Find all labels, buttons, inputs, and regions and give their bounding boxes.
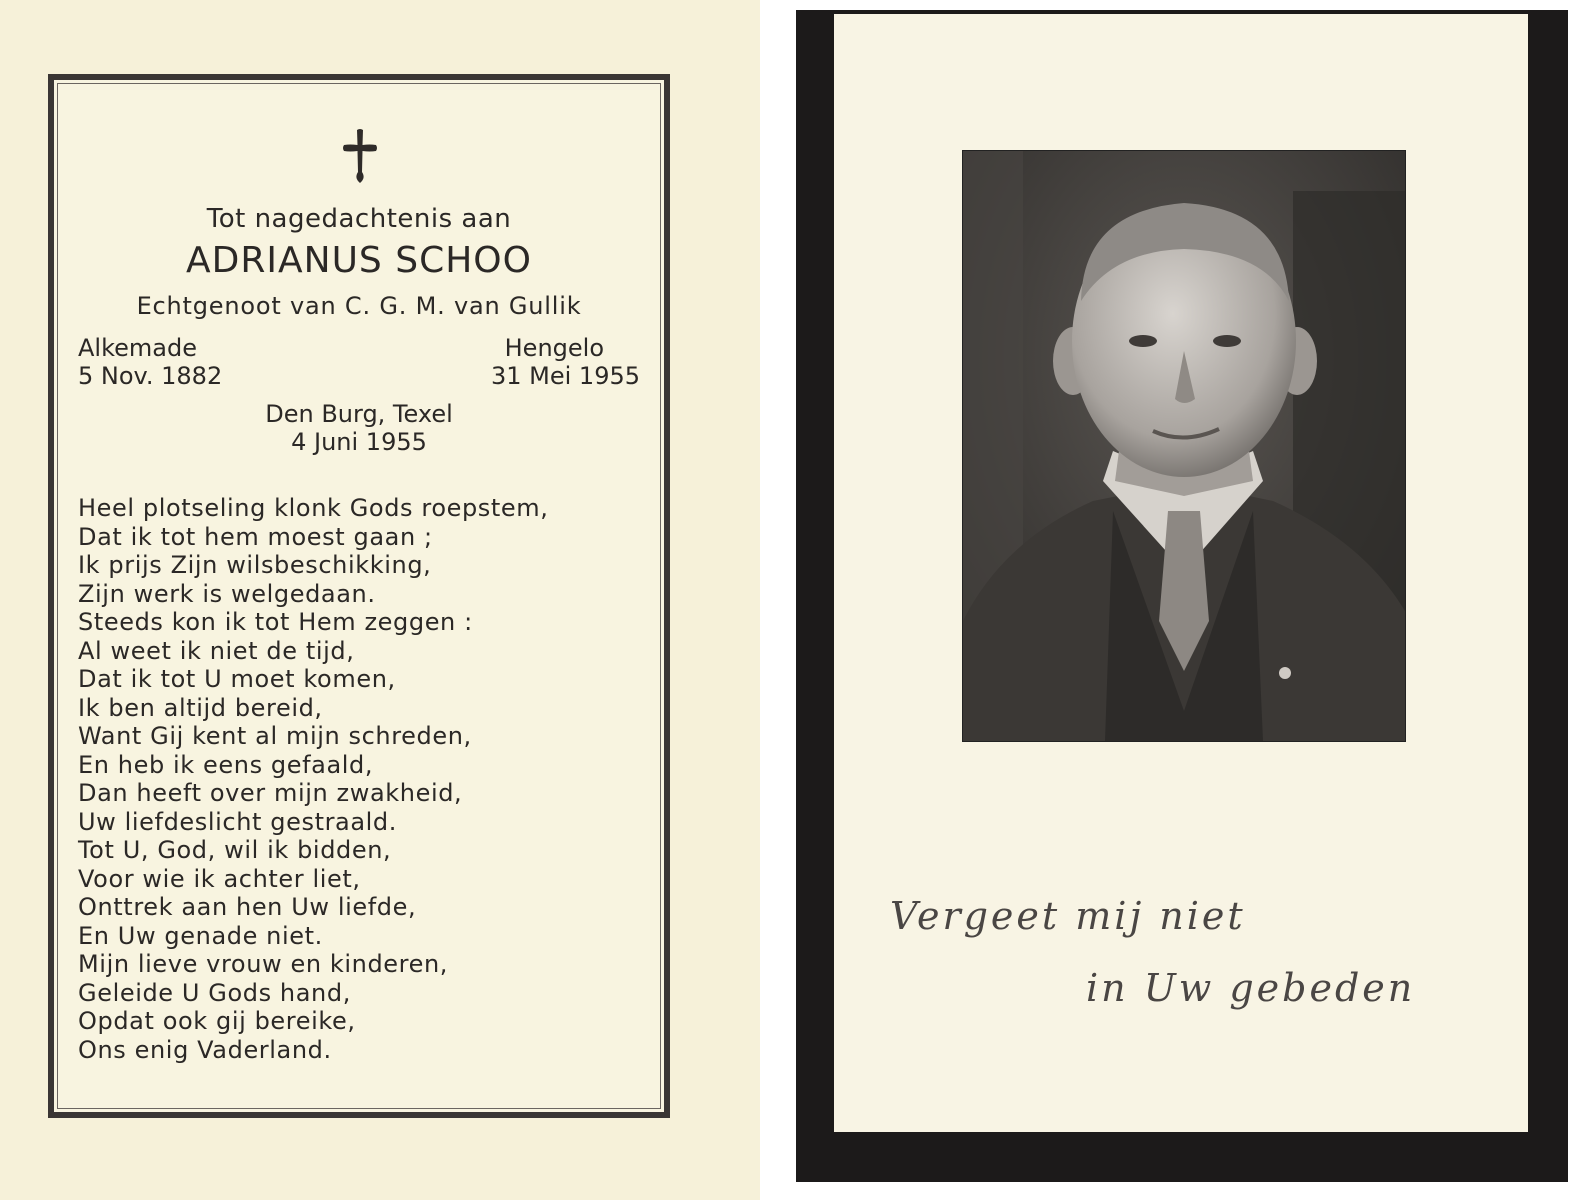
poem-line: Mijn lieve vrouw en kinderen, <box>78 950 449 978</box>
card-inner-panel <box>834 14 1528 1132</box>
birth-date: 5 Nov. 1882 <box>78 362 223 390</box>
spouse-line: Echtgenoot van C. G. M. van Gullik <box>136 292 582 320</box>
motto-line-1: Vergeet mij niet <box>890 894 1246 938</box>
poem-line: Dan heeft over mijn zwakheid, <box>78 779 463 807</box>
poem-line: Geleide U Gods hand, <box>78 978 351 1007</box>
poem-line: Voor wie ik achter liet, <box>78 864 361 893</box>
memorial-card-photo-side <box>796 10 1568 1182</box>
portrait-photo <box>962 150 1406 742</box>
poem-line: Dat ik tot hem moest gaan ; <box>78 522 433 551</box>
birth-place: Alkemade <box>78 334 197 362</box>
poem-line: Onttrek aan hen Uw liefde, <box>78 893 417 921</box>
poem-line: En Uw genade niet. <box>78 921 323 950</box>
deceased-name: ADRIANUS SCHOO <box>186 240 532 281</box>
memorial-intro: Tot nagedachtenis aan <box>206 204 512 234</box>
poem-line: Steeds kon ik tot Hem zeggen : <box>78 608 473 636</box>
portrait-illustration <box>963 151 1405 741</box>
poem-line: Uw liefdeslicht gestraald. <box>78 807 397 836</box>
poem-line: Opdat ook gij bereike, <box>78 1007 356 1035</box>
burial-date: 4 Juni 1955 <box>291 428 427 456</box>
cross-icon <box>340 128 380 184</box>
poem-line: Tot U, God, wil ik bidden, <box>78 836 392 864</box>
burial-place: Den Burg, Texel <box>265 400 453 428</box>
motto-line-2: in Uw gebeden <box>1086 966 1416 1010</box>
death-date: 31 Mei 1955 <box>490 362 640 390</box>
poem-line: Ik prijs Zijn wilsbeschikking, <box>78 551 432 579</box>
poem-line: Ik ben altijd bereid, <box>78 693 323 722</box>
poem-line: Want Gij kent al mijn schreden, <box>78 722 472 750</box>
death-place: Hengelo <box>504 334 604 362</box>
poem-line: En heb ik eens gefaald, <box>78 750 374 779</box>
poem-line: Al weet ik niet de tijd, <box>78 636 355 665</box>
card-border-frame <box>48 74 670 1118</box>
poem-line: Heel plotseling klonk Gods roepstem, <box>78 494 549 522</box>
poem-line: Ons enig Vaderland. <box>78 1035 332 1064</box>
memorial-poem <box>78 494 549 1064</box>
memorial-card-text-side <box>0 0 760 1200</box>
poem-line: Zijn werk is welgedaan. <box>78 579 376 608</box>
poem-line: Dat ik tot U moet komen, <box>78 665 396 693</box>
